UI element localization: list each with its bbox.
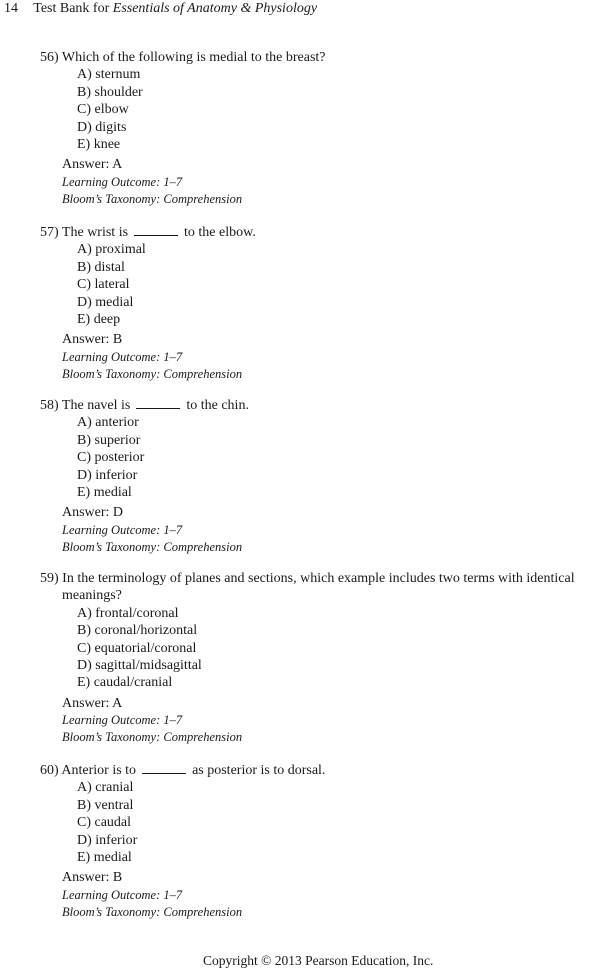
answer-option: D) digits <box>77 119 127 135</box>
answer-option: B) superior <box>77 432 141 448</box>
answer-option: C) caudal <box>77 815 132 831</box>
blooms-taxonomy: Bloom’s Taxonomy: Comprehension <box>62 366 243 381</box>
question-56 <box>40 49 601 208</box>
header-prefix: Test Bank for <box>33 1 110 16</box>
question-number: 56) <box>40 50 59 65</box>
copyright-footer: Copyright © 2013 Pearson Education, Inc. <box>203 953 434 968</box>
answer-option: C) equatorial/coronal <box>77 640 197 656</box>
answer-option: E) knee <box>77 137 121 153</box>
question-text-suffix: as posterior is to dorsal. <box>192 763 326 778</box>
question-text: Anterior is to <box>61 763 137 778</box>
question-number: 58) <box>40 398 59 413</box>
answer-key: Answer: A <box>62 157 123 173</box>
question-text: The wrist is <box>61 225 129 240</box>
answer-option: C) elbow <box>77 102 129 118</box>
answer-option: E) medial <box>77 850 132 866</box>
page-number: 14 <box>4 1 18 16</box>
answer-option: B) distal <box>77 259 125 275</box>
blooms-taxonomy: Bloom’s Taxonomy: Comprehension <box>62 539 243 554</box>
answer-option: B) coronal/horizontal <box>77 623 198 639</box>
learning-outcome: Learning Outcome: 1–7 <box>62 349 183 364</box>
answer-blank <box>136 396 180 409</box>
question-number: 60) <box>40 763 59 778</box>
answer-option: D) medial <box>77 294 134 310</box>
question-stem <box>40 223 601 241</box>
answer-option: D) sagittal/midsagittal <box>77 658 202 674</box>
question-text-suffix: to the chin. <box>186 398 249 413</box>
question-text: In the terminology of planes and sections, which example includes two terms with identical meanings? <box>62 571 575 604</box>
blooms-taxonomy: Bloom’s Taxonomy: Comprehension <box>62 191 243 206</box>
answer-option: E) deep <box>77 312 121 328</box>
blooms-taxonomy: Bloom’s Taxonomy: Comprehension <box>62 730 243 745</box>
question-58 <box>40 396 601 556</box>
question-57 <box>40 223 601 383</box>
answer-option: A) anterior <box>77 415 139 431</box>
answer-option: B) shoulder <box>77 84 143 100</box>
answer-option: E) caudal/cranial <box>77 675 173 691</box>
answer-option: C) posterior <box>77 450 145 466</box>
learning-outcome: Learning Outcome: 1–7 <box>62 174 183 189</box>
question-stem <box>40 570 601 605</box>
learning-outcome: Learning Outcome: 1–7 <box>62 713 183 728</box>
blooms-taxonomy: Bloom’s Taxonomy: Comprehension <box>62 904 243 919</box>
answer-option: A) sternum <box>77 67 141 83</box>
answer-key: Answer: A <box>62 695 123 711</box>
question-60 <box>40 761 601 921</box>
answer-option: A) frontal/coronal <box>77 605 179 621</box>
question-stem <box>40 761 601 779</box>
question-text-suffix: to the elbow. <box>184 225 256 240</box>
answer-key: Answer: D <box>62 505 124 521</box>
answer-option: B) ventral <box>77 797 134 813</box>
question-number: 59) <box>40 571 59 586</box>
answer-option: A) proximal <box>77 242 146 258</box>
question-text: Which of the following is medial to the breast? <box>61 50 326 65</box>
question-stem <box>40 396 601 414</box>
running-header <box>4 0 317 18</box>
answer-option: A) cranial <box>77 780 134 796</box>
learning-outcome: Learning Outcome: 1–7 <box>62 522 183 537</box>
answer-option: D) inferior <box>77 832 138 848</box>
question-stem <box>40 49 601 66</box>
answer-option: D) inferior <box>77 467 138 483</box>
question-text: The navel is <box>61 398 131 413</box>
learning-outcome: Learning Outcome: 1–7 <box>62 887 183 902</box>
question-59 <box>40 570 601 746</box>
answer-option: E) medial <box>77 485 132 501</box>
question-number: 57) <box>40 225 59 240</box>
book-title: Essentials of Anatomy & Physiology <box>112 1 318 16</box>
answer-key: Answer: B <box>62 870 123 886</box>
answer-blank <box>142 761 186 774</box>
answer-blank <box>134 223 178 236</box>
answer-option: C) lateral <box>77 277 130 293</box>
answer-key: Answer: B <box>62 332 123 348</box>
